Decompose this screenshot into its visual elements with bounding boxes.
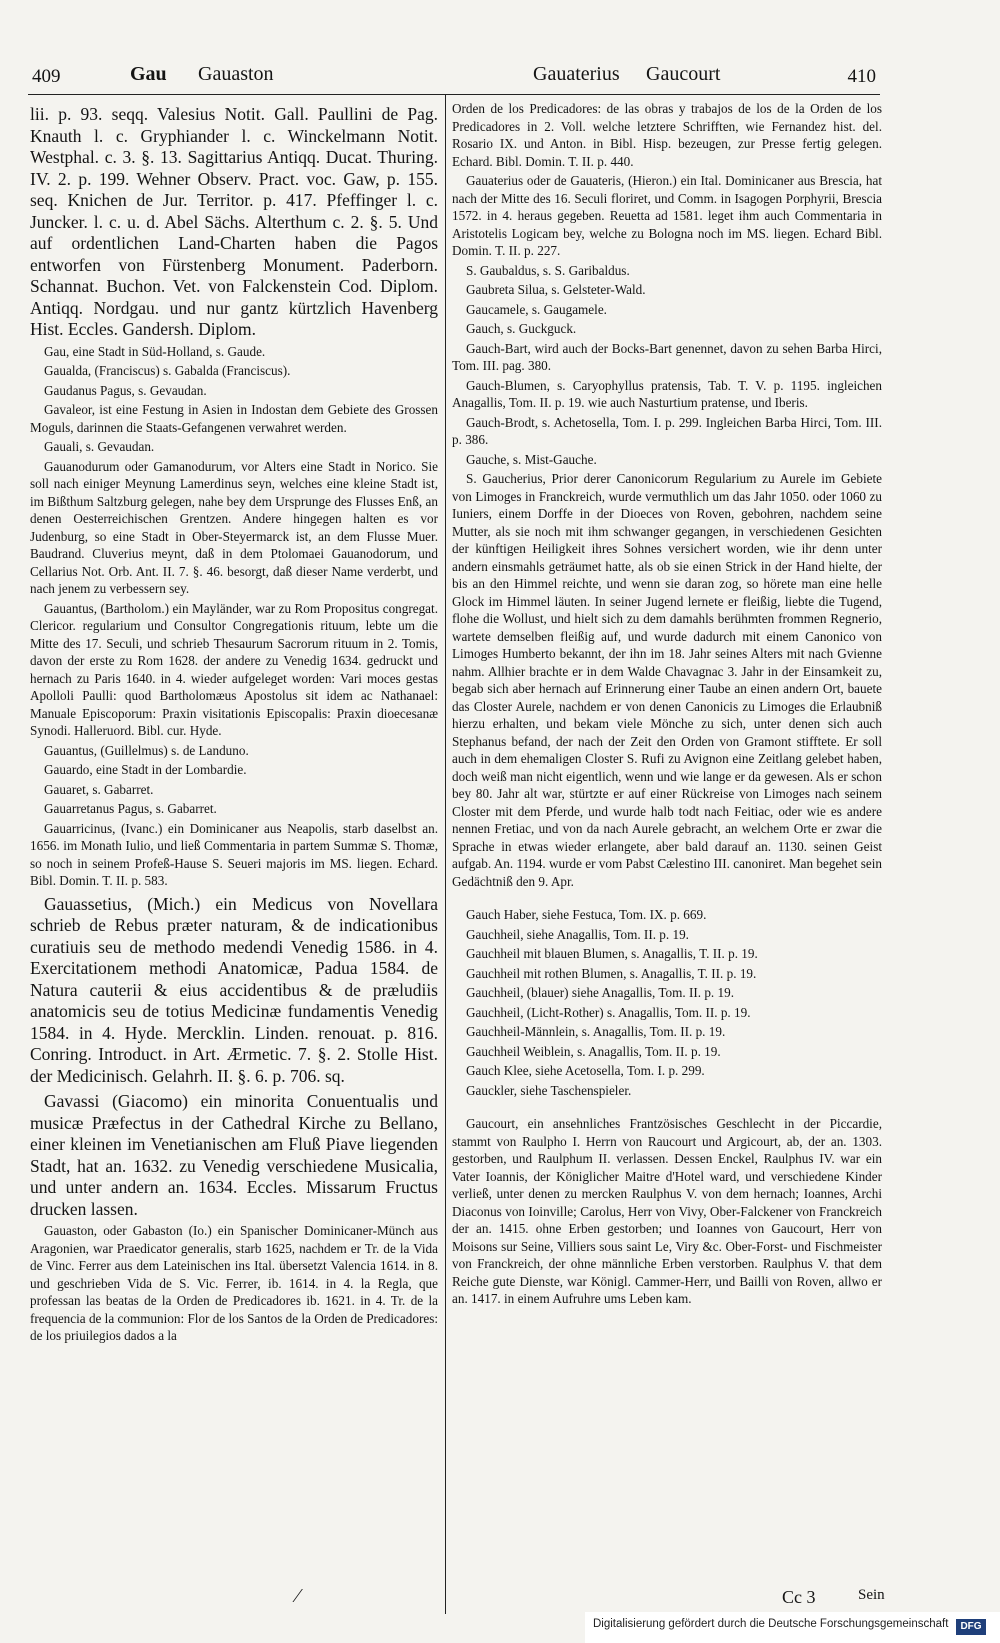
entry-paragraph: Gavassi (Giacomo) ein minorita Conuentualis und musicæ Præfectus in der Cathedral Kirche zu Bellano, einer kleinen im Venetianischen am Fluß Piave liegenden Stadt, hat an. 1632. zu Venedig verschiedene Musicalia, und unter andern an. 1634. Eccles. Missarum Fructus drucken lassen. [30,1091,438,1219]
dfg-footer [585,1612,1000,1643]
entry-paragraph: Gauantus, (Bartholom.) ein Mayländer, war zu Rom Propositus congregat. Clericor. regularium und Consultor Congregationis rituum, lebte um die Mitte des 17. Seculi, und schrieb Thesaurum Sacrorum rituum in 2. Tomis, davon der erste zu Rom 1628. der andere zu Venedig 1634. gedruckt und hernach zu Paris 1640. in 4. wieder aufgeleget worden: Vari moces gestas Apolloli Paulli: quod Bartholomæus Apostolus sit idem ac Nathanael: Manuale Episcoporum: Praxin visitationis Episcopalis: Praxin dioecesanæ Synodi. Halleruord. Bibl. cur. Hyde. [30,600,438,738]
entry-paragraph: Gavaleor, ist eine Festung in Asien in Indostan dem Gebiete des Grossen Moguls, darinnen die Staats-Gefangenen verwahret werden. [30,402,438,435]
entry-paragraph: Gauch Klee, siehe Acetosella, Tom. I. p. 299. [466,1063,705,1078]
entry-paragraph: Gauardo, eine Stadt in der Lombardie. [44,762,247,777]
entry-paragraph: Gauarricinus, (Ivanc.) ein Dominicaner aus Neapolis, starb daselbst an. 1656. im Monath Iulio, und ließ Commentaria in partem Summæ S. Thomæ, so noch in seinem Profeß-Hause S. Seueri majoris im MS. liegen. Echard. Bibl. Domin. T. II. p. 583. [30,820,438,888]
entry-paragraph: Gauchheil-Männlein, s. Anagallis, Tom. II. p. 19. [466,1024,726,1039]
entry-paragraph: Gauch-Brodt, s. Achetosella, Tom. I. p. 299. Ingleichen Barba Hirci, Tom. III. p. 386. [452,414,882,447]
entry-paragraph: Gauch Haber, siehe Festuca, Tom. IX. p. 669. [466,907,707,922]
entry-paragraph: Gauchheil, (Licht-Rother) s. Anagallis, Tom. II. p. 19. [466,1004,751,1020]
entry-paragraph: Gauanodurum oder Gamanodurum, vor Alters eine Stadt in Norico. Sie soll nach einiger Meynung Lamerdinus seyn, welches eine kleine Stadt ist, im Bißthum Saltzburg gelegen, nahe bey dem Ursprunge des Flusses Enß, an denen Oesterreichischen Grentzen. Andere hingegen halten es vor Judenburg, so eine Stadt in Ober-Steyermarck ist, an dem Flusse Muer. Baudrand. Cluverius meynt, daß in dem Ptolomaei Gauanodorum, und Cellarius Not. Orb. Ant. II. 7. §. 46. besorgt, daß dieser Name verderbt, und nach jenem zu verbessern sey. [30,458,438,596]
entry-paragraph: Gau, eine Stadt in Süd-Holland, s. Gaude. [44,343,266,359]
entry-paragraph: S. Gaucherius, Prior derer Canonicorum Regularium zu Aurele im Gebiete von Limoges in Franckreich, wurde vermuthlich um das Jahr 1050. oder 1060 zu Iuniers, einem Dorffe in der Dioeces von Roven, gebohren, nachdem seine Mutter, als sie noch mit ihm schwanger gegangen, in verschiedenen Gesichten der künftigen Heiligkeit ihres Sohnes versichert worden, wie ihr denn unter andern einsmahls geträumet hatte, als ob sie einen Strick in der Hand hielte, der bis an den Himmel reichte, und wenn sie daran zog, so hörete man eine helle Glock im Himmel läuten. In seiner Jugend lernete er fleißig, liebte die Tugend, flohe die Wollust, und hielt sich zu dem damahls berühmten frommen Regnerio, wartete demselben fleißig auf, und wurde dadurch mit einem Canonico von Limoges Humberto bekannt, der ihn im 18. Jahr seines Alters mit nach Gvienne nahm. Allhier brachte er in dem Walde Chavagnac 3. Jahr in der Einsamkeit zu, begab sich aber hernach auf Erinnerung einer Taube an einen andern Ort, bauete das Closter Aurele, nachdem er von denen Canonicis zu Limoges die Erlaubniß hierzu erhalten, und bekam viele Mönche zu sich, unter denen sich auch Stephanus befand, der nach der Zeit den Orden von Gramont stifftete. Er soll auch in dem ehemaligen Closter S. Rufi zu Avignon eine Zeitlang gelebet haben, doch weiß man nicht eigentlich, wenn und wie lange er da gewesen. Als er schon bey 80. Jahr alt war, stürtzte er auf einer Rückreise von Limoges nach seinem Closter mit dem Pferde, und wurde halb todt nach Feitiac, oder wie es andere nennen Fretiac, und von da nach Aurele gebracht, an welchem Orte er zwar die Sprache in etwas wieder erlangete, aber bald darauf an. 1130. seinen Geist aufgab. An. 1194. wurde er vom Pabst Cælestino III. canoniret. Man begehet sein Gedächtniß den 9. Apr. [452,471,882,889]
header-keyword-right-1: Gauaterius [533,63,620,85]
catchword: Sein [858,1587,885,1603]
dfg-logo: DFG [956,1619,986,1635]
entry-paragraph: Gauch-Bart, wird auch der Bocks-Bart genennet, davon zu sehen Barba Hirci, Tom. III. pag. 380. [452,340,882,373]
page-number-left: 409 [32,66,61,87]
entry-paragraph: Gaucourt, ein ansehnliches Frantzösisches Geschlecht in der Piccardie, stammt von Raulpho I. Herrn von Raucourt und Argicourt, ab, der an. 1303. gestorben, und Raulphum II. verlassen. Dessen Enckel, Raulphus IV. war ein Vater Ioannis, der Königlicher Maitre d'Hotel ward, und verschiedene Kinder verließ, unter denen zu mercken Raulphus V. von dem hernach; Ioannes, Archi Diaconus von Ioinville; Carolus, Herr von Vivy, Ober-Falckener von Franckreich der an. 1415. ohne Erben gestorben; und Ioannes von Gaucourt, Herr von Moisons sur Seine, Villiers sous saint Le, Viry &c. Ober-Forst- und Fischmeister von Franckreich, der ohne männliche Erben verstorben. Raulphus V. that dem Reiche gute Dienste, war Königl. Cammer-Herr, und Bailli von Roven, allwo er an. 1417. in einem Aufruhre ums Leben kam. [452,1116,882,1306]
entry-paragraph: Gauckler, siehe Taschenspieler. [466,1082,632,1098]
entry-paragraph: Gauch-Blumen, s. Caryophyllus pratensis, Tab. T. V. p. 1195. ingleichen Anagallis, Tom. II. p. 19. wie auch Nasturtium pratense, und Iberis. [452,377,882,410]
funding-notice: Digitalisierung gefördert durch die Deutsche Forschungsgemeinschaft [593,1618,949,1630]
page-header [28,62,880,96]
entry-paragraph: Gauaston, oder Gabaston (Io.) ein Spanischer Dominicaner-Münch aus Aragonien, war Praedicator generalis, starb 1625, nachdem er Tr. de la Vida de Vinc. Ferrer aus dem Lateinischen ins Ital. übersetzt Valencia 1614. in 8. und geschrieben Vida de S. Vic. Ferrer, ib. 1614. in 4. la Regla, que professan las beatas de la Orden de Predicadores ib. 1621. in 4. Tr. de la frequencia de la communion: Flor de los Santos de la Orden de Predicadores: de los priuilegios dados a la [30,1223,438,1343]
signature-mark: Cc 3 [782,1587,816,1607]
entry-paragraph: Gauchheil mit blauen Blumen, s. Anagallis, T. II. p. 19. [466,946,758,961]
header-keyword-right-2: Gaucourt [646,63,721,85]
entry-paragraph: Gaualda, (Franciscus) s. Gabalda (Franciscus). [44,363,291,378]
entry-paragraph: Gauche, s. Mist-Gauche. [466,451,597,467]
entry-paragraph: Gaudanus Pagus, s. Gevaudan. [44,382,207,398]
entry-paragraph: Gaucamele, s. Gaugamele. [466,301,607,317]
header-keyword-left-1: Gau [130,63,167,85]
header-keyword-left-2: Gauaston [198,63,274,85]
entry-paragraph: Gauchheil Weiblein, s. Anagallis, Tom. II. p. 19. [466,1043,721,1059]
page-number-right: 410 [847,66,876,87]
entry-paragraph: Gauantus, (Guillelmus) s. de Landuno. [44,742,249,758]
entry-paragraph: Gauassetius, (Mich.) ein Medicus von Novellara schrieb de Rebus præter naturam, & de indicationibus curatiuis seu de methodo medendi Venedig 1586. in 4. Exercitationem methodi Anatomicæ, Padua 1584. de Natura cauterii & eius accidentibus & de præludiis anatomicis seu de totius Medicinæ fundamentis Venedig 1584. in 4. Hyde. Mercklin. Linden. renouat. p. 816. Conring. Introduct. in Art. Ærmetic. 7. §. 2. Stolle Hist. der Medicinisch. Gelahrh. II. §. 6. p. 706. sq. [30,893,438,1086]
entry-paragraph: Gauchheil mit rothen Blumen, s. Anagallis, T. II. p. 19. [466,965,757,981]
entry-paragraph: Gauaterius oder de Gauateris, (Hieron.) ein Ital. Dominicaner aus Brescia, hat nach der Mitte des 16. Seculi floriret, und Comm. in Isagogen Porphyrii, Brescia 1572. in 4. heraus gegeben. Reuetta ad 1581. leget ihm auch Commentaria in Aristotelis Logicam bey, welche zu Bologna noch im MS. liegen. Echard Bibl. Domin. T. II. p. 227. [452,173,882,258]
right-column [452,100,882,1600]
entry-paragraph: Gauch, s. Guckguck. [466,321,577,336]
printer-mark: ⁄ [296,1585,300,1607]
entry-paragraph: Gauali, s. Gevaudan. [44,439,155,454]
entry-paragraph: Gauchheil, (blauer) siehe Anagallis, Tom. II. p. 19. [466,985,735,1000]
left-column [30,100,438,1600]
entry-paragraph: lii. p. 93. seqq. Valesius Notit. Gall. Paullini de Pag. Knauth l. c. Gryphiander l. c. Winckelmann Notit. Westphal. c. 3. §. 13. Sagittarius Antiqq. Ducat. Thuring. IV. 2. p. 199. Wehner Observ. Pract. voc. Gaw, p. 155. seq. Knichen de Jur. Territor. p. 417. Pfeffinger l. c. Juncker. l. c. u. d. Abel Sächs. Alterthum c. 2. §. 5. Und auf ordentlichen Land-Charten haben die Pagos entworfen von Fürstenberg Monument. Paderborn. Schannat. Buchon. Vet. von Falckenstein Cod. Diplom. Antiqq. Nordgau. und nur gantz kürtzlich Havenberg Hist. Eccles. Gandersh. Diplom. [30,104,438,339]
entry-paragraph: Orden de los Predicadores: de las obras y trabajos de los de la Orden de los Predicadores in 2. Voll. welche letztere Schrifften, wie Fernandez hist. del. Rosario IX. und Anton. in Bibl. Hisp. bezeugen, zur Presse fertig gelegen. Echard. Bibl. Domin. T. II. p. 440. [452,101,882,169]
header-rule [28,94,880,95]
column-divider [445,94,446,1614]
entry-paragraph: Gauarretanus Pagus, s. Gabarret. [44,801,217,816]
entry-paragraph: Gauaret, s. Gabarret. [44,781,154,797]
entry-paragraph: Gaubreta Silua, s. Gelsteter-Wald. [466,282,646,297]
entry-paragraph: S. Gaubaldus, s. S. Garibaldus. [466,262,630,278]
entry-paragraph: Gauchheil, siehe Anagallis, Tom. II. p. 19. [466,926,689,942]
